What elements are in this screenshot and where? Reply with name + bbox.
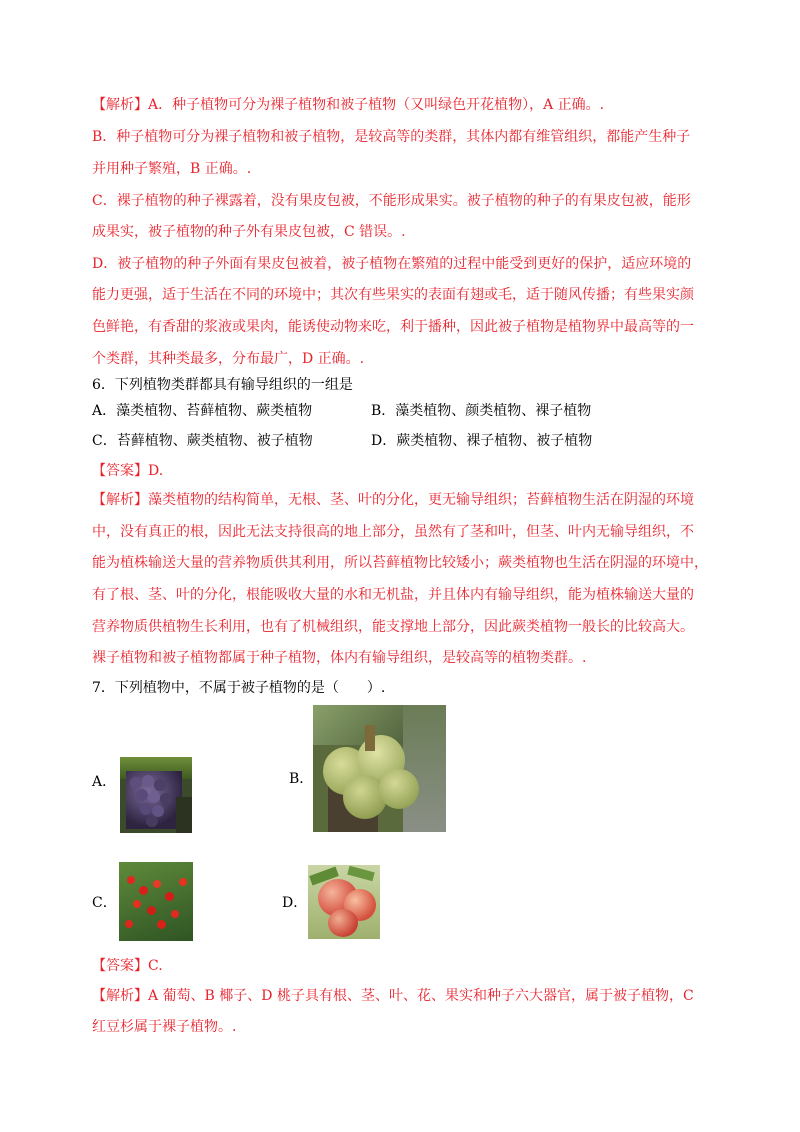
explanation-line: 【解析】A 葡萄、B 椰子、D 桃子具有根、茎、叶、花、果实和种子六大器官，属于被子植物，C xyxy=(92,988,694,1004)
explanation-line: 色鲜艳，有香甜的浆液或果肉，能诱使动物来吃，利于播种，因此被子植物是植物界中最高等的一 xyxy=(92,319,694,335)
explanation-line: 【解析】A．种子植物可分为裸子植物和被子植物（又叫绿色开花植物），A 正确。. xyxy=(92,97,605,113)
explanation-line: C．裸子植物的种子裸露着，没有果皮包被，不能形成果实。被子植物的种子的有果皮包被，能形 xyxy=(92,193,691,209)
explanation-line: 中，没有真正的根，因此无法支持很高的地上部分，虽然有了茎和叶，但茎、叶内无输导组织，不 xyxy=(92,524,694,540)
explanation-line: 裸子植物和被子植物都属于种子植物，体内有输导组织，是较高等的植物类群。. xyxy=(92,650,587,666)
question-7-label-d: D． xyxy=(282,895,308,911)
coconut-photo xyxy=(313,705,446,832)
answer-6: 【答案】D. xyxy=(92,463,164,479)
explanation-line: 个类群，其种类最多，分布最广，D 正确。. xyxy=(92,351,365,367)
explanation-line: B．种子植物可分为裸子植物和被子植物，是较高等的类群，其体内都有维管组织，都能产生种子 xyxy=(92,129,691,145)
grapes-photo xyxy=(120,757,192,833)
question-6-option-d: D．蕨类植物、裸子植物、被子植物 xyxy=(371,433,593,449)
explanation-line: 有了根、茎、叶的分化，根能吸收大量的水和无机盐，并且体内有输导组织，能为植株输送大量的 xyxy=(92,587,694,603)
question-7-label-c: C． xyxy=(92,895,117,911)
explanation-line: D．被子植物的种子外面有果皮包被着，被子植物在繁殖的过程中能受到更好的保护，适应环境的 xyxy=(92,256,692,272)
explanation-line: 能力更强，适于生活在不同的环境中；其次有些果实的表面有翅或毛，适于随风传播；有些果实颜 xyxy=(92,287,694,303)
question-7-label-a: A． xyxy=(92,774,117,790)
explanation-line: 能为植株输送大量的营养物质供其利用，所以苔藓植物比较矮小；蕨类植物也生活在阴湿的环境中， xyxy=(92,555,708,571)
explanation-line: 【解析】藻类植物的结构简单，无根、茎、叶的分化，更无输导组织；苔藓植物生活在阴湿的环境 xyxy=(92,492,694,508)
explanation-line: 成果实，被子植物的种子外有果皮包被，C 错误。. xyxy=(92,224,406,240)
question-6: 6．下列植物类群都具有输导组织的一组是 xyxy=(92,377,353,393)
red-yew-photo xyxy=(119,862,193,941)
explanation-line: 并用种子繁殖，B 正确。. xyxy=(92,161,252,177)
explanation-line: 红豆杉属于裸子植物。. xyxy=(92,1019,237,1035)
question-6-option-c: C．苔藓植物、蕨类植物、被子植物 xyxy=(92,433,313,449)
explanation-line: 营养物质供植物生长利用，也有了机械组织，能支撑地上部分，因此蕨类植物一般长的比较高大。 xyxy=(92,619,694,635)
question-6-option-a: A．藻类植物、苔藓植物、蕨类植物 xyxy=(92,403,313,419)
question-7-label-b: B． xyxy=(289,771,314,787)
question-6-option-b: B．藻类植物、颜类植物、裸子植物 xyxy=(371,403,592,419)
answer-7: 【答案】C. xyxy=(92,958,163,974)
peach-photo xyxy=(308,865,380,939)
question-7: 7．下列植物中，不属于被子植物的是（ ）. xyxy=(92,680,386,696)
